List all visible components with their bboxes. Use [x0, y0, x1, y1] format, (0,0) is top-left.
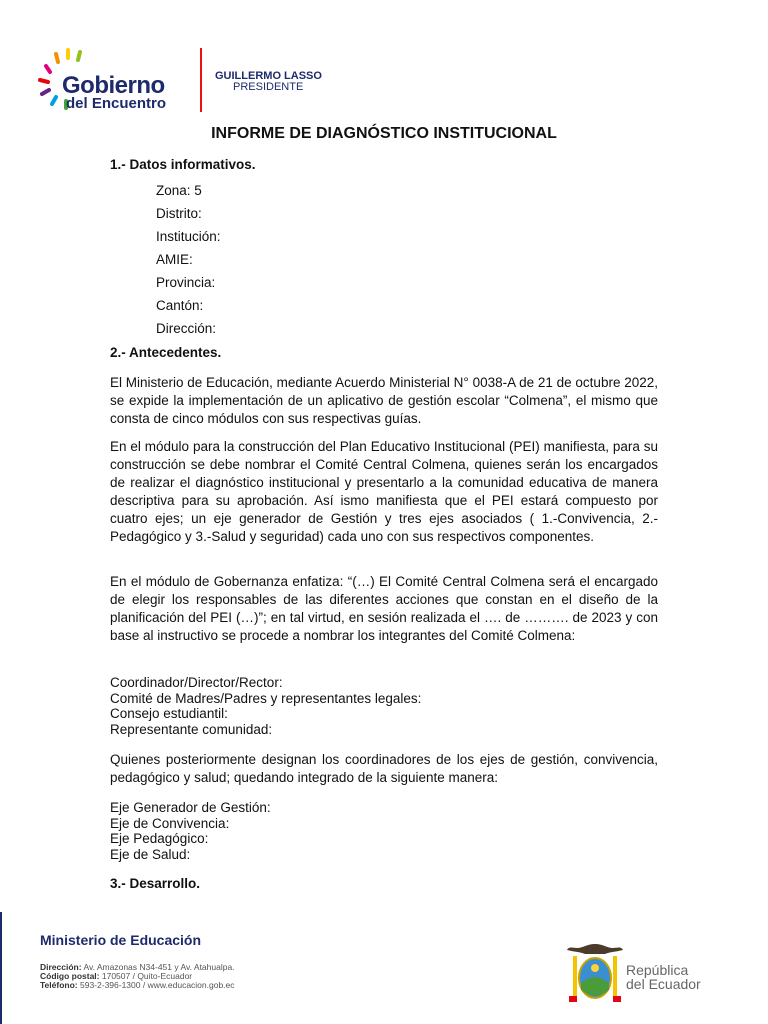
president-title: PRESIDENTE	[233, 81, 304, 93]
footer-postal: Código postal: 170507 / Quito-Ecuador	[40, 971, 193, 981]
paragraph-coordinadores: Quienes posteriormente designan los coordinadores de los ejes de gestión, convivencia, pedagógico y salud; quedando integrado de la siguiente manera:	[110, 752, 658, 785]
footer-accent-bar	[0, 912, 2, 1024]
ministry-name: Ministerio de Educación	[40, 932, 202, 948]
president-name: GUILLERMO LASSO	[215, 70, 322, 82]
list-item: Eje de Convivencia:	[110, 815, 230, 831]
logo-title: Gobierno	[62, 72, 165, 99]
paragraph-acuerdo: El Ministerio de Educación, mediante Acuerdo Ministerial N° 0038-A de 21 de octubre 2022, se expide la implementación de un aplicativo de gestión escolar “Colmena”, el mismo que consta de cinco módulos con sus respectivas guías.	[110, 375, 658, 426]
republic-line-1: República	[626, 962, 689, 978]
republic-line-2: del Ecuador	[626, 976, 701, 992]
document-title: INFORME DE DIAGNÓSTICO INSTITUCIONAL	[211, 125, 557, 142]
list-item: Consejo estudiantil:	[110, 706, 228, 721]
logo-subtitle: del Encuentro	[66, 95, 167, 112]
header-divider	[200, 48, 202, 112]
paragraph-pei: En el módulo para la construcción del Plan Educativo Institucional (PEI) manifiesta, para su construcción se debe nombrar el Comité Central Colmena, quienes serán los encargados de realizar el diagnóstico institucional y presentarlo a la comunidad educativa de manera descriptiva para su aprobación. Así ismo manifiesta que el PEI estará compuesto por cuatro ejes; un eje generador de Gestión y tres ejes asociados ( 1.-Convivencia, 2.-Pedagógico y 3.-Salud y seguridad) cada uno con sus respectivos componentes.	[110, 439, 658, 544]
list-item: Eje Generador de Gestión:	[110, 800, 271, 815]
committee-list	[110, 675, 658, 737]
list-item: Comité de Madres/Padres y representantes legales:	[110, 690, 422, 706]
section-1-heading: 1.- Datos informativos.	[110, 157, 256, 172]
ecuador-coat-of-arms-icon	[565, 940, 625, 1004]
field-amie: AMIE:	[156, 252, 193, 267]
list-item: Representante comunidad:	[110, 721, 273, 737]
list-item: Coordinador/Director/Rector:	[110, 675, 283, 690]
field-direccion: Dirección:	[156, 321, 217, 336]
field-zona: Zona: 5	[156, 183, 202, 198]
footer-address: Dirección: Av. Amazonas N34-451 y Av. Atahualpa.	[40, 962, 235, 972]
section-3-heading: 3.- Desarrollo.	[110, 876, 201, 891]
axes-list	[110, 800, 658, 862]
footer-phone: Teléfono: 593-2-396-1300 / www.educacion.gob.ec	[40, 980, 235, 990]
field-provincia: Provincia:	[156, 275, 216, 290]
list-item: Eje de Salud:	[110, 846, 191, 862]
field-distrito: Distrito:	[156, 206, 202, 221]
field-institucion: Institución:	[156, 229, 221, 244]
section-2-heading: 2.- Antecedentes.	[110, 345, 222, 360]
paragraph-gobernanza: En el módulo de Gobernanza enfatiza: “(…) El Comité Central Colmena será el encargado de elegir los responsables de las diferentes acciones que constan en el diseño de la planificación del PEI (…)”; en tal virtud, en sesión realizada el …. de ………. de 2023 y con base al instructivo se procede a nombrar los integrantes del Comité Colmena:	[110, 574, 658, 643]
field-canton: Cantón:	[156, 298, 204, 313]
list-item: Eje Pedagógico:	[110, 831, 209, 846]
